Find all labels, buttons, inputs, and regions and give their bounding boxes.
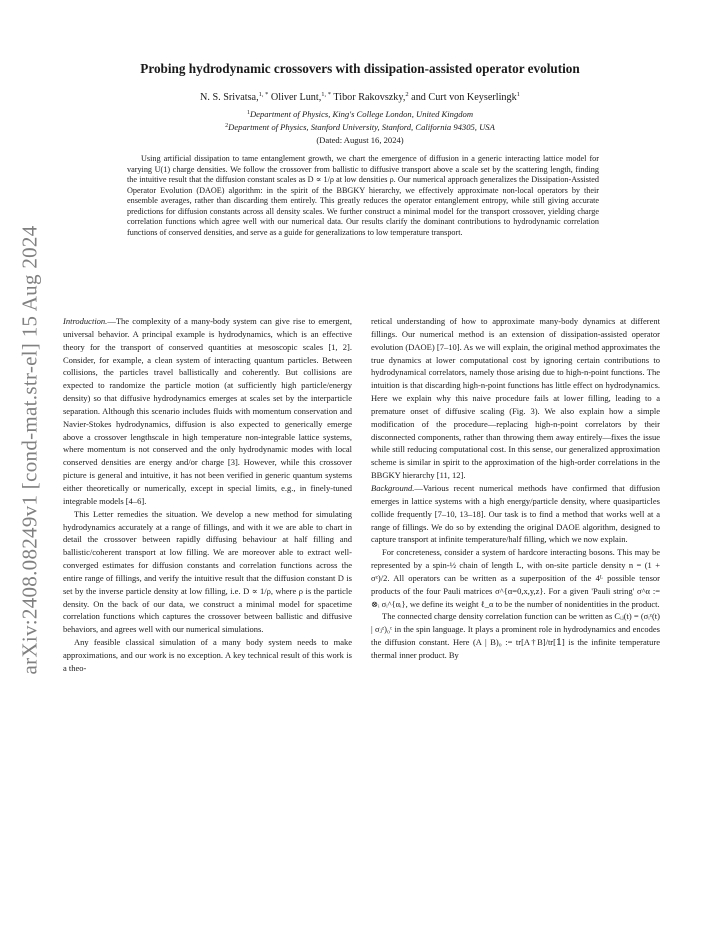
paper-title: Probing hydrodynamic crossovers with dissipation-assisted operator evolution (140, 61, 580, 76)
author-name: and Curt von Keyserlingk (408, 92, 517, 103)
date-line: (Dated: August 16, 2024) (316, 135, 404, 145)
abstract (127, 154, 599, 238)
section-runin-heading: Introduction. (63, 316, 108, 326)
author-affiliation-mark: 1 (516, 91, 520, 98)
arxiv-identifier-text: arXiv:2408.08249v1 [cond-mat.str-el] 15 Aug 2024 (17, 225, 42, 675)
author-list (60, 92, 660, 103)
affiliation-mark: 2 (225, 123, 229, 129)
body-paragraph: The connected charge density correlation function can be written as Cᵢⱼ(t) = (σᵢᶻ(t) | σⱼᶻ)₀ᶜ in the spin language. It plays a prominent role in hydrodynamics and encodes the diffusion constant. Here (A | B)₀ := tr[A†B]/tr[𝟙] is the infinite temperature thermal inner product. By (371, 611, 660, 660)
section-runin-heading: Background. (371, 482, 415, 493)
body-paragraph: For concreteness, consider a system of hardcore interacting bosons. This may be represented by a spin-½ chain of length L, with on-site particle density n = (1 + σᶻ)/2. All operators can be written as a superposition of the 4ᴸ possible tensor products of the four Pauli matrices σ^{α=0,x,y,z}. For a given 'Pauli string' σ^α := ⊗ᵢ σᵢ^{αᵢ}, we define its weight ℓ_α to be the number of nonidentities in the product. (371, 547, 660, 609)
author-affiliation-mark: 1, * (258, 91, 269, 98)
paragraph-text: —The complexity of a many-body system can give rise to emergent, universal behavior. A principal example is hydrodynamics, which is an effective theory for the transport of conserved quantities at mesoscopic scales [1, 2]. Consider, for example, a clean system of interacting quantum particles. Between collisions, the particles travel ballistically and coherently. But collisions are expected to randomize the particle motion (at sufficiently high particle/energy density) so that diffusive hydrodynamics emerges at scales set by the interparticle separation. Although this scenario includes fluids with momentum conservation and Navier-Stokes hydrodynamics, diffusion is also expected to generically emerge above a crossover lengthscale in high temperature non-integrable lattice systems, where momentum is not conserved and the only hydrodynamic modes with local conserved densities are energy and/or charge [3]. However, while this crossover picture is general and intuitive, it has not been verified in generic quantum systems either theoretically or numerically, except in special limits, e.g., in finely-tuned integrable models [4–6]. (63, 316, 352, 506)
affiliation-1 (60, 109, 660, 119)
affiliation-text: Department of Physics, Stanford University, Stanford, California 94305, USA (228, 122, 495, 132)
author-affiliation-mark: 2 (405, 91, 409, 98)
affiliation-2 (60, 122, 660, 132)
intro-paragraph (63, 315, 352, 508)
author-affiliation-mark: 1, * (321, 91, 332, 98)
author-name: N. S. Srivatsa, (200, 92, 259, 103)
affiliation-mark: 1 (246, 110, 250, 116)
abstract-text: Using artificial dissipation to tame entanglement growth, we chart the emergence of diffusion in a generic interacting lattice model for varying U(1) charge densities. We follow the crossover from ballistic to diffusive transport above a scale set by the scattering length, finding the intuitive result that the diffusion constant scales as D ∝ 1/ρ at low densities ρ. Our numerical approach generalizes the Dissipation-Assisted Operator Evolution (DAOE) algorithm: in the spirit of the BBGKY hierarchy, we effectively approximate non-local operators by their ensemble averages, rather than discarding them entirely. This greatly reduces the operator entanglement entropy, while still giving accurate predictions for diffusion constants across all density scales. We further construct a minimal model for the transport crossover, yielding charge correlation functions which agree well with our numerical data. Our results clarify the dominant contributions to hydrodynamic correlation functions of conserved densities, and serve as a guide for generalizations to low temperature transport. (127, 154, 599, 237)
affiliation-text: Department of Physics, King's College London, United Kingdom (249, 109, 474, 119)
left-column (63, 315, 352, 675)
author-name: Oliver Lunt, (268, 92, 322, 103)
arxiv-identifier-margin[interactable] (10, 215, 50, 685)
body-paragraph: Any feasible classical simulation of a many body system needs to make approximations, and our work is no exception. A key technical result of this work is a theo- (63, 637, 352, 673)
body-paragraph: retical understanding of how to approximate many-body dynamics at different fillings. Our numerical method is an extension of dissipation-assisted operator evolution (DAOE) [7–10]. As we will explain, the original method approximates the true dynamics at lower computational cost by ignoring certain contributions to hydrodynamical correlators, namely those arising due to high-n-point functions. The intuition is that discarding high-n-point functions has little effect on hydrodynamics. Here we explain why this naive procedure fails at lower filling, leading to a premature onset of diffusive scaling (Fig. 3). We also explain how a simple modification of the procedure—replacing high-n-point correlators by their disconnected components, rather than throwing them away entirely—fixes the issue while still reducing computational cost. In this sense, our generalized approximation scheme is similar in spirit to the approximation of the high-order correlations in the BBGKY hierarchy [11, 12]. (371, 316, 660, 481)
right-column (371, 315, 660, 662)
paragraph-text: —Various recent numerical methods have confirmed that diffusion emerges in lattice systems with a high energy/particle density, where quasiparticles collide frequently [7–10, 13–18]. Our task is to find a method that works well at a range of fillings. We do so by extending the original DAOE algorithm, designed to capture transport at infinite temperature/half filling, which we now explain. (371, 482, 660, 545)
background-paragraph (371, 482, 660, 546)
author-name: Tibor Rakovszky, (331, 92, 406, 103)
body-paragraph: This Letter remedies the situation. We develop a new method for simulating hydrodynamics accurately at a range of fillings, and with it we are able to chart in detail the crossover between rapidly diffusing behaviour at half filling and ballistic/coherent transport at low filling. We are moreover able to extract well-converged estimates for diffusion constants and correlation functions across the entire range of fillings, and verify the intuitive result that the diffusion constant D is set by the inverse particle density at low filling, i.e. D ∝ 1/ρ, where ρ is the particle density. On the back of our data, we construct a minimal model for spacetime correlation functions which captures the crossover between ballistic and diffusive behaviors, and agrees well with our numerical simulations. (63, 508, 352, 635)
